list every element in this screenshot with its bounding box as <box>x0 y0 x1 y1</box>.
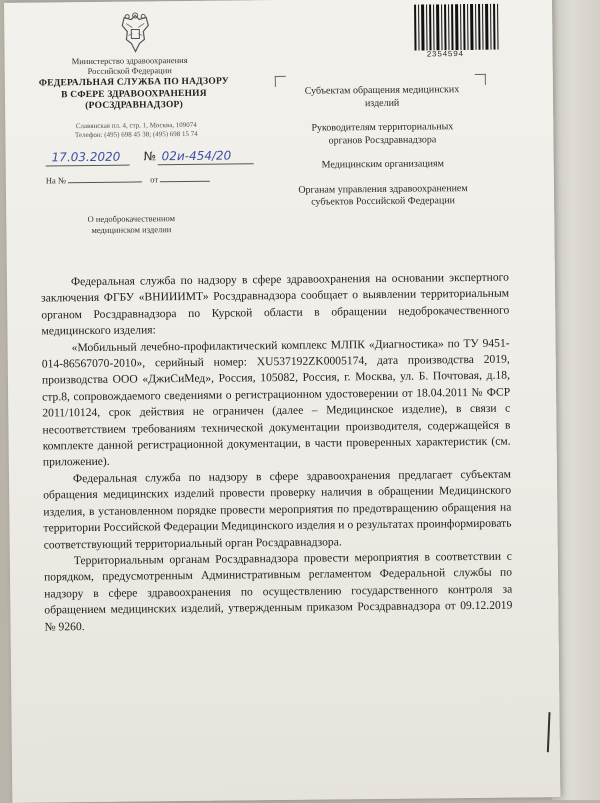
ot-label: от <box>150 174 159 185</box>
body-paragraph: Территориальным органам Росздравнадзора провести мероприятия в соответствии с порядком, предусмотренным Административным регламентом Федеральной службы по надзору в сфере здравоохранения по осуществлению государственного контроля за обращением медицинских изделий, утвержденным приказом Росздравнадзора от 09.12.2019 № 9260. <box>43 549 513 634</box>
body-paragraph: Федеральная служба по надзору в сфере здравоохранения на основании экспертного заключения ФГБУ «ВНИИИМТ» Росздравнадзора сообщает о выявлении территориальным органом Росздравнадзора по Курской области в обращении недоброкачественного медицинского изделия: <box>41 270 510 338</box>
recipient: Субъектам обращения медицинских изделий <box>304 84 460 109</box>
na-label: На № <box>45 175 67 186</box>
phone-line: Телефон: (495) 698 45 38; (495) 698 15 74 <box>74 129 198 140</box>
pen-mark <box>547 712 551 752</box>
subject-line: О недоброкачественном <box>87 213 176 225</box>
number-sign: № <box>143 149 157 164</box>
recipient: Органам управления здравоохранением субъектов Российской Федерации <box>298 182 468 208</box>
body-paragraph: «Мобильный лечебно-профилактический комплекс МЛПК «Диагностика» по ТУ 9451-014-86567070-2010», серийный номер: XU537192ZK0005174, дата производства 2019, производства ООО «ДжиСиМед», Россия, 105082, Россия, г. Москва, ул. Б. Почтовая, д.18, стр.8, сопровождаемого сведениями о регистрационном удостоверении от 18.04.2011 № ФСР 2011/10124, срок действия не ограничен (далее – Медицинское изделие), в связи с несоответствием требованиям технической документации производителя, содержащейся в комплекте данной регистрационной документации, в части проверенных характеристик (см. приложение). <box>41 336 511 469</box>
coat-of-arms-icon <box>118 11 152 53</box>
letter-page <box>4 0 560 803</box>
registration-line <box>46 148 266 170</box>
recipients-block <box>297 84 468 221</box>
address-line: Славянская пл. 4, стр. 1, Москва, 109074 <box>75 120 197 131</box>
ministry-line: Российской Федерации <box>87 65 172 76</box>
registration-number: 02и-454/20 <box>161 148 232 164</box>
agency-line: (РОСЗДРАВНАДЗОР) <box>85 100 183 112</box>
agency-address <box>41 120 231 140</box>
barcode <box>412 4 500 51</box>
agency-line: ФЕДЕРАЛЬНАЯ СЛУЖБА ПО НАДЗОРУ <box>38 76 229 89</box>
barcode-number: 2354594 <box>426 50 464 60</box>
letter-body <box>41 270 513 636</box>
registration-date: 17.03.2020 <box>51 149 121 165</box>
paper-edge <box>552 0 600 800</box>
ministry-name <box>35 55 225 77</box>
address-corner-mark <box>475 74 486 85</box>
agency-name <box>23 76 245 113</box>
reference-line <box>46 173 210 186</box>
agency-line: В СФЕРЕ ЗДРАВООХРАНЕНИЯ <box>61 88 207 100</box>
letter-subject <box>66 213 196 236</box>
address-corner-mark <box>275 76 286 87</box>
body-paragraph: Федеральная служба по надзору в сфере здравоохранения предлагает субъектам обращения медицинских изделий провести проверку наличия в обращении Медицинского изделия, в установленном порядке провести мероприятия по предотвращению обращения на территории Российской Федерации Медицинского изделия и о результатах проинформировать соответствующий территориальный орган Росздравнадзора. <box>43 467 512 551</box>
recipient: Руководителям территориальных органов Росздравнадзора <box>311 121 454 146</box>
recipient: Медицинским организациям <box>321 158 444 171</box>
ministry-line: Министерство здравоохранения <box>71 54 188 67</box>
subject-line: медицинском изделии <box>91 224 172 235</box>
